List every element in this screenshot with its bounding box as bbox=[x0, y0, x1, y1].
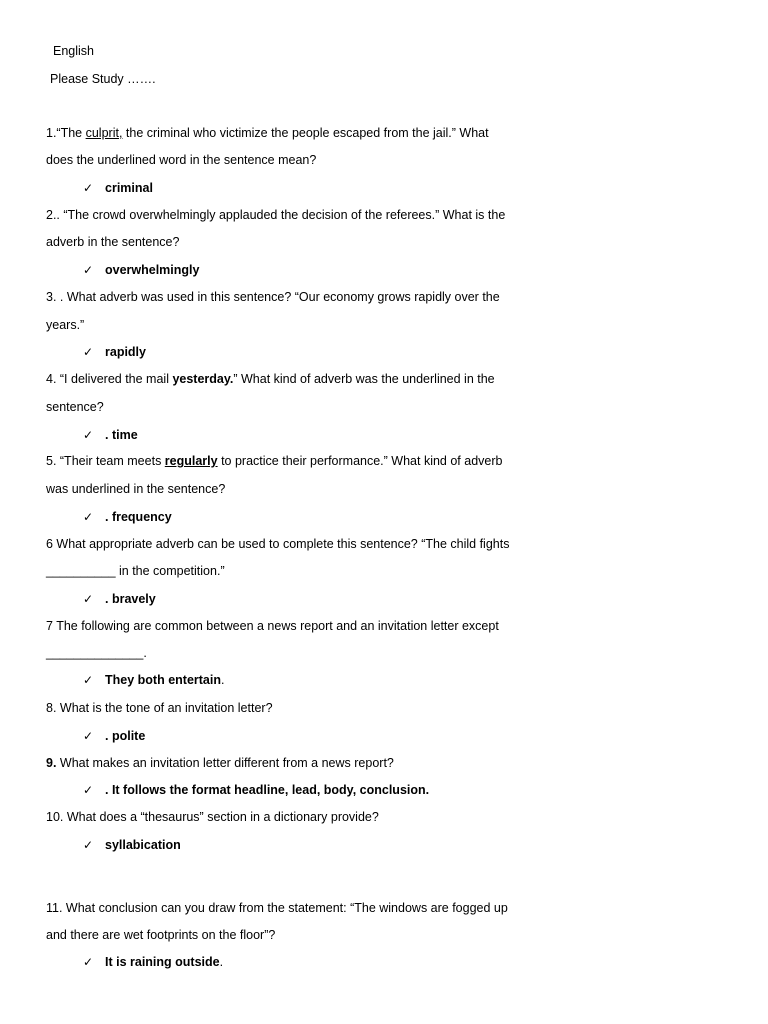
answer-7: They both entertain. bbox=[105, 673, 225, 687]
question-5-line-2: was underlined in the sentence? bbox=[46, 482, 226, 496]
check-mark-icon: ✓ bbox=[83, 673, 94, 687]
question-5-line-1: 5. “Their team meets regularly to practice their performance.” What kind of adverb bbox=[46, 454, 503, 468]
answer-1: criminal bbox=[105, 181, 153, 195]
check-mark-icon: ✓ bbox=[83, 783, 94, 797]
answer-8: . polite bbox=[105, 729, 146, 743]
answer-3: rapidly bbox=[105, 345, 146, 359]
question-7-line-1: 7 The following are common between a news report and an invitation letter except bbox=[46, 619, 499, 633]
question-4-line-1: 4. “I delivered the mail yesterday.” What kind of adverb was the underlined in the bbox=[46, 372, 495, 386]
question-11-line-1: 11. What conclusion can you draw from the statement: “The windows are fogged up bbox=[46, 901, 508, 915]
study-instruction: Please Study ……. bbox=[50, 72, 156, 86]
question-2-line-2: adverb in the sentence? bbox=[46, 235, 180, 249]
subject-heading: English bbox=[53, 44, 94, 58]
question-6-line-1: 6 What appropriate adverb can be used to complete this sentence? “The child fights bbox=[46, 537, 510, 551]
question-1-line-2: does the underlined word in the sentence mean? bbox=[46, 153, 317, 167]
question-6-line-2: __________ in the competition.” bbox=[46, 564, 225, 578]
answer-11: It is raining outside. bbox=[105, 955, 224, 969]
check-mark-icon: ✓ bbox=[83, 345, 94, 359]
check-mark-icon: ✓ bbox=[83, 838, 94, 852]
underlined-word: culprit, bbox=[85, 126, 123, 140]
check-mark-icon: ✓ bbox=[83, 428, 94, 442]
question-3-line-1: 3. . What adverb was used in this sentence? “Our economy grows rapidly over the bbox=[46, 290, 500, 304]
question-7-line-2: ______________. bbox=[46, 646, 147, 660]
question-4-line-2: sentence? bbox=[46, 400, 104, 414]
answer-9: . It follows the format headline, lead, body, conclusion. bbox=[105, 783, 430, 797]
question-3-line-2: years.” bbox=[46, 318, 85, 332]
question-8-line-1: 8. What is the tone of an invitation letter? bbox=[46, 701, 273, 715]
check-mark-icon: ✓ bbox=[83, 263, 94, 277]
answer-2: overwhelmingly bbox=[105, 263, 200, 277]
question-1-line-1: 1.“The culprit, the criminal who victimize the people escaped from the jail.” What bbox=[46, 126, 489, 140]
answer-6: . bravely bbox=[105, 592, 156, 606]
answer-4: . time bbox=[105, 428, 138, 442]
question-11-line-2: and there are wet footprints on the floor”? bbox=[46, 928, 276, 942]
answer-10: syllabication bbox=[105, 838, 181, 852]
answer-5: . frequency bbox=[105, 510, 172, 524]
check-mark-icon: ✓ bbox=[83, 181, 94, 195]
question-10-line-1: 10. What does a “thesaurus” section in a dictionary provide? bbox=[46, 810, 379, 824]
bold-word: yesterday. bbox=[172, 372, 234, 386]
question-2-line-1: 2.. “The crowd overwhelmingly applauded the decision of the referees.” What is the bbox=[46, 208, 506, 222]
question-9-line-1: 9. What makes an invitation letter different from a news report? bbox=[46, 756, 394, 770]
check-mark-icon: ✓ bbox=[83, 592, 94, 606]
check-mark-icon: ✓ bbox=[83, 729, 94, 743]
underlined-word: regularly bbox=[164, 454, 218, 468]
check-mark-icon: ✓ bbox=[83, 510, 94, 524]
check-mark-icon: ✓ bbox=[83, 955, 94, 969]
